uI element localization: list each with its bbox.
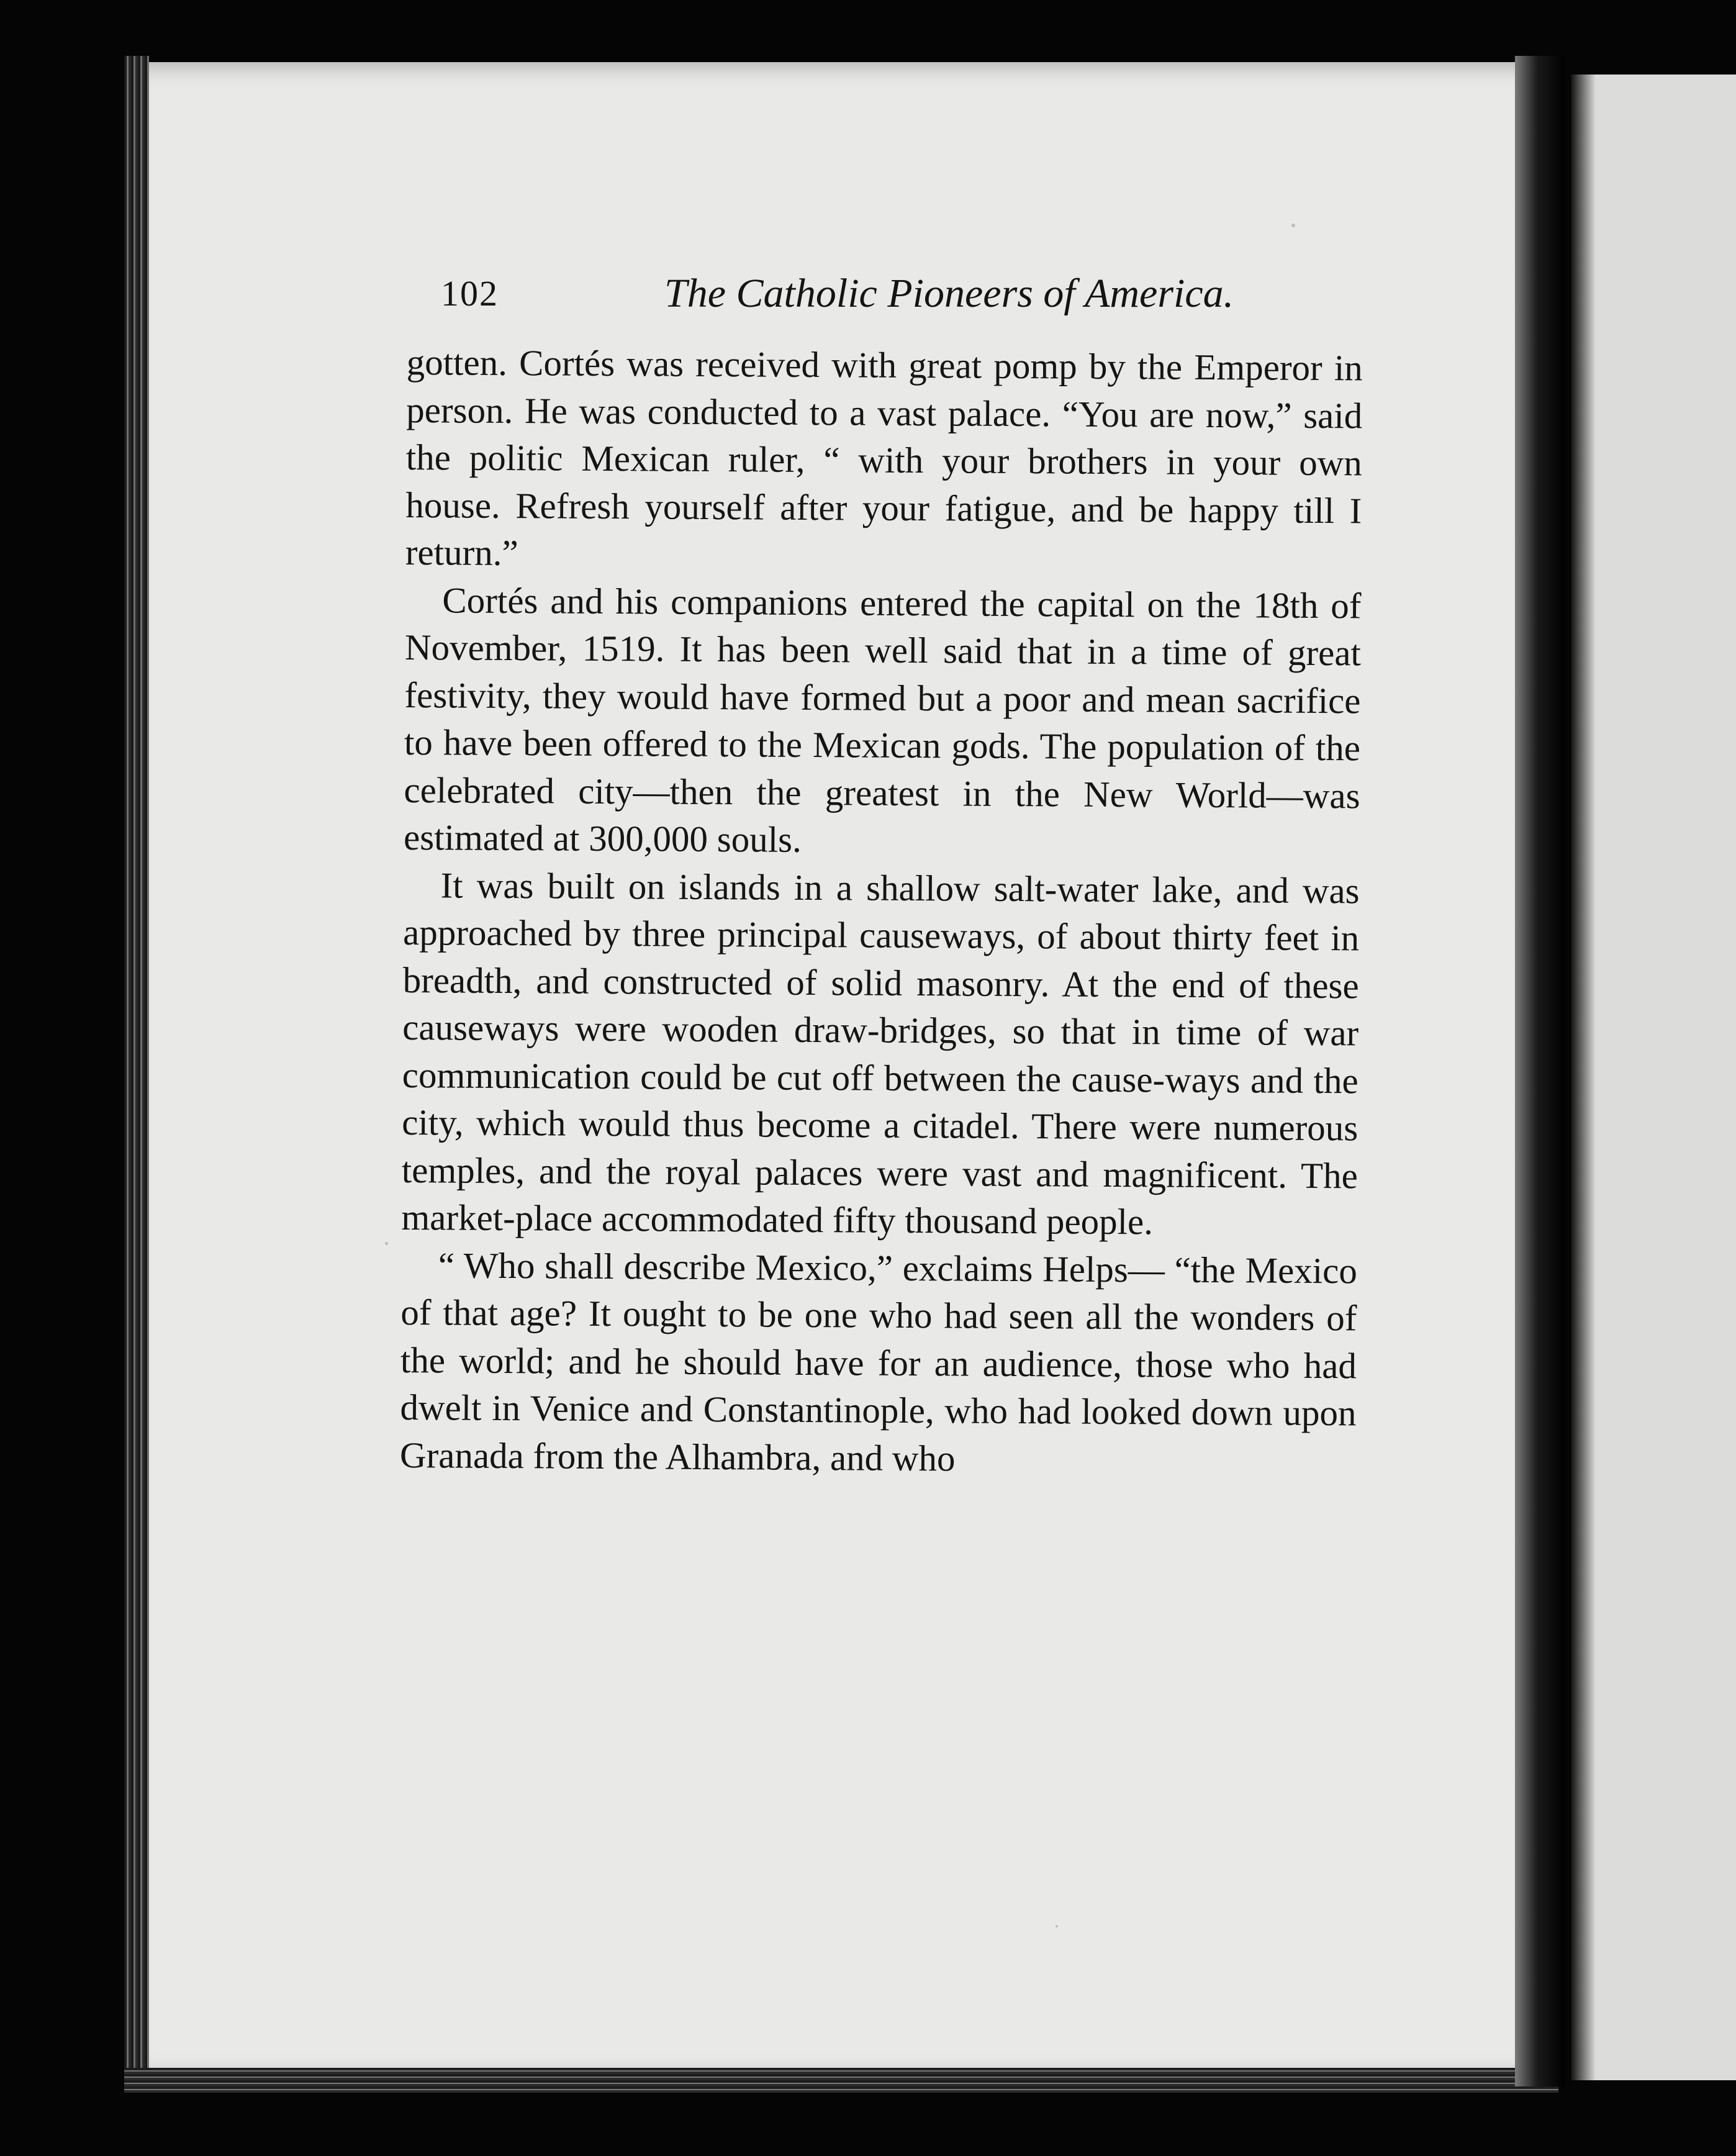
facing-page-shadow (1571, 75, 1596, 2080)
page-number: 102 (441, 273, 499, 314)
paragraph-continuation: gotten. Cortés was received with great pomp by the Emperor in person. He was conducted to a vast palace. “You are now,” said the politic Mexican ruler, “ with your brothers in your own house. Refresh yourself after your fatigue, and be happy till I return.” (405, 341, 1363, 574)
running-head (441, 260, 1260, 328)
page-stack-bottom-edge (124, 2068, 1558, 2093)
page-stack-left-edge (124, 56, 149, 2086)
book-gutter (1515, 56, 1565, 2086)
paragraph: Cortés and his companions entered the capital on the 18th of November, 1519. It has been well said that in a time of great festivity, they would have formed but a poor and mean sacrifice to have been offered to the Mexican gods. The population of the celebrated city—then the greatest in the New World—was estimated at 300,000 souls. (403, 579, 1362, 860)
body-text (400, 338, 1363, 1484)
paragraph: It was built on islands in a shallow salt-water lake, and was approached by three principal causeways, of about thirty feet in breadth, and constructed of solid masonry. At the end of these causeways were wooden draw-bridges, so that in time of war communication could be cut off between the cause-ways and the city, which would thus become a citadel. There were numerous temples, and the royal palaces were vast and magnificent. The market-place accommodated fifty thousand people. (401, 864, 1360, 1243)
paragraph: “ Who shall describe Mexico,” exclaims Helps— “the Mexico of that age? It ought to be one who had seen all the wonders of the world; and he should have for an audience, those who had dwelt in Venice and Constantinople, who had looked down upon Granada from the Alhambra, and who (399, 1244, 1358, 1479)
running-title: The Catholic Pioneers of America. (664, 271, 1234, 316)
